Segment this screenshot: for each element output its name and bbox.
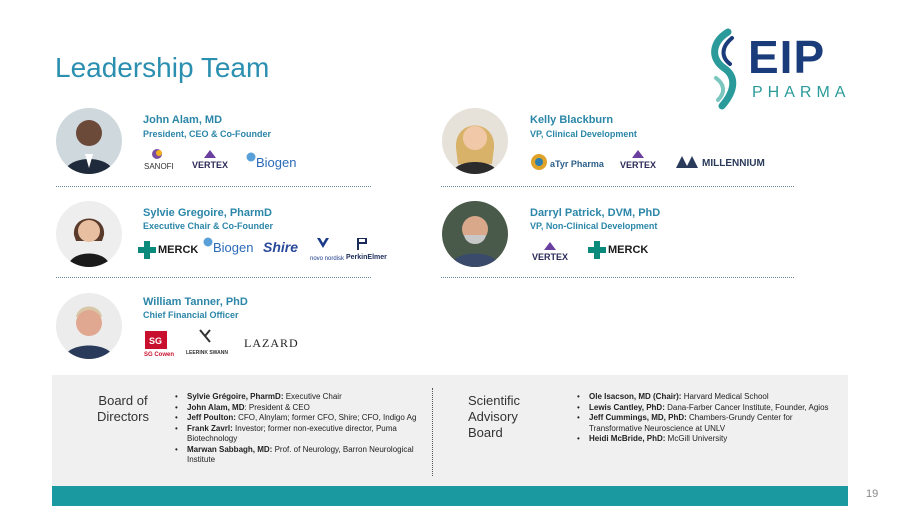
- company-logo-biogen: Biogen: [256, 155, 297, 170]
- vertex-triangle-icon: [204, 150, 216, 158]
- company-logo-shire: Shire: [263, 239, 299, 255]
- avatar: [442, 108, 508, 174]
- eip-pharma-logo: [706, 28, 851, 110]
- person-name: John Alam, MD: [143, 114, 223, 126]
- vertex-triangle-icon: [544, 242, 556, 250]
- company-logo-vertex: VERTEX: [620, 160, 657, 170]
- company-logo-merck: MERCK: [608, 244, 649, 256]
- person-role: Chief Financial Officer: [143, 310, 239, 320]
- company-logo-novo-nordisk: novo nordisk: [310, 256, 345, 262]
- millennium-mark-icon: [676, 156, 700, 168]
- avatar: [56, 293, 122, 359]
- sab-heading-line: Board: [468, 425, 503, 440]
- company-logo-lazard: LAZARD: [244, 336, 299, 350]
- biogen-sphere-icon: [246, 152, 256, 162]
- board-heading-line: Directors: [96, 409, 149, 424]
- list-item: • John Alam, MD: President & CEO: [187, 403, 427, 414]
- panel-separator: [432, 388, 433, 476]
- sanofi-bird-icon: [150, 148, 164, 160]
- company-logo-vertex: VERTEX: [192, 160, 229, 170]
- leerink-mark-icon: [198, 328, 212, 344]
- sab-heading-line: Advisory: [468, 409, 518, 424]
- logo-main-text: EIP: [748, 31, 826, 83]
- person-role: VP, Clinical Development: [530, 129, 637, 139]
- person-role: President, CEO & Co-Founder: [143, 129, 272, 139]
- svg-text:SG: SG: [149, 336, 163, 346]
- avatar: [56, 108, 122, 174]
- footer-bar: [52, 486, 848, 506]
- person-role: Executive Chair & Co-Founder: [143, 221, 274, 231]
- biogen-sphere-icon: [203, 237, 213, 247]
- company-logo-sg-cowen: SG Cowen: [144, 352, 175, 358]
- person-role: VP, Non-Clinical Development: [530, 221, 658, 231]
- row-divider: [56, 277, 371, 278]
- company-logo-sanofi: SANOFI: [144, 162, 174, 171]
- sab-heading: [468, 393, 520, 441]
- sab-list: [575, 392, 829, 445]
- atyr-circle-icon: [530, 153, 548, 171]
- page-number: 19: [866, 488, 879, 500]
- board-list: [173, 392, 427, 466]
- company-logo-millennium: MILLENNIUM: [702, 158, 765, 169]
- merck-emblem-icon: [138, 241, 156, 259]
- person-name: Sylvie Gregoire, PharmD: [143, 207, 272, 219]
- company-logo-biogen: Biogen: [213, 240, 254, 255]
- avatar: [442, 201, 508, 267]
- list-item: • Marwan Sabbagh, MD: Prof. of Neurology, Barron Neurological Institute: [187, 445, 427, 466]
- company-logo-vertex: VERTEX: [532, 252, 569, 262]
- list-item: • Jeff Poulton: CFO, Alnylam; former CFO, Shire; CFO, Indigo Ag: [187, 413, 427, 424]
- vertex-triangle-icon: [632, 150, 644, 158]
- person-name: Kelly Blackburn: [530, 114, 614, 126]
- list-item: • Jeff Cummings, MD, PhD: Chambers-Grundy Center for Transformative Neuroscience at UNLV: [589, 413, 829, 434]
- company-logo-merck: MERCK: [158, 244, 199, 256]
- list-item: • Sylvie Grégoire, PharmD: Executive Chair: [187, 392, 427, 403]
- row-divider: [441, 277, 794, 278]
- person-name: William Tanner, PhD: [143, 296, 248, 308]
- logo-sub-text: PHARMA: [752, 84, 851, 101]
- row-divider: [56, 186, 371, 187]
- sab-heading-line: Scientific: [468, 393, 521, 408]
- company-logo-perkinelmer: PerkinElmer: [346, 254, 387, 261]
- list-item: • Frank Zavrl: Investor; former non-executive director, Puma Biotechnology: [187, 424, 427, 445]
- merck-emblem-icon: [588, 241, 606, 259]
- list-item: • Ole Isacson, MD (Chair): Harvard Medical School: [589, 392, 829, 403]
- company-logo-leerink: LEERINK SWANN: [186, 350, 228, 356]
- avatar: [56, 201, 122, 267]
- person-name: Darryl Patrick, DVM, PhD: [530, 207, 661, 219]
- board-heading: [95, 393, 151, 425]
- page-title: Leadership Team: [55, 52, 270, 83]
- perkinelmer-mark-icon: [356, 238, 368, 250]
- board-heading-line: Board of: [98, 393, 148, 408]
- sg-cowen-badge-icon: [145, 331, 167, 349]
- eip-swirl-icon: [706, 28, 746, 110]
- list-item: • Lewis Cantley, PhD: Dana-Farber Cancer Institute, Founder, Agios: [589, 403, 829, 414]
- company-logo-atyr: aTyr Pharma: [550, 159, 604, 169]
- list-item: • Heidi McBride, PhD: McGill University: [589, 434, 829, 445]
- row-divider: [441, 186, 794, 187]
- novo-bull-icon: [315, 236, 331, 250]
